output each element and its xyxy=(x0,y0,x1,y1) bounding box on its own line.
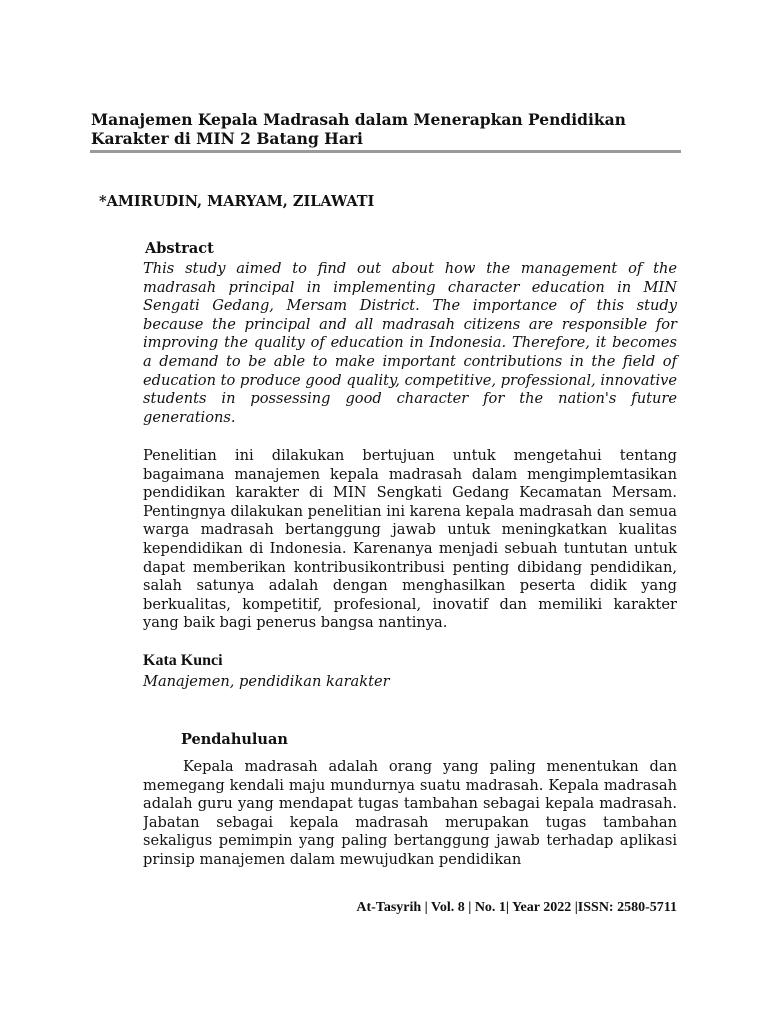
keywords-heading: Kata Kunci xyxy=(143,652,223,669)
abstract-heading: Abstract xyxy=(145,240,214,257)
introduction-text: Kepala madrasah adalah orang yang paling menentukan dan memegang kendali maju mundurnya suatu madrasah. Kepala madrasah adalah guru yang mendapat tugas tambahan sebagai kepala madrasah. Jabatan sebagai kepala madrasah merupakan tugas tambahan sekaligus pemimpin yang paling bertanggung jawab terhadap aplikasi prinsip manajemen dalam mewujudkan pendidikan xyxy=(143,758,677,868)
authors: *AMIRUDIN, MARYAM, ZILAWATI xyxy=(99,193,375,210)
article-title-line-1: Manajemen Kepala Madrasah dalam Menerapkan Pendidikan xyxy=(91,110,626,129)
abstract-english: This study aimed to find out about how the management of the madrasah principal in implementing character education in MIN Sengati Gedang, Mersam District. The importance of this study because the principal and all madrasah citizens are responsible for improving the quality of education in Indonesia. Therefore, it becomes a demand to be able to make important contributions in the field of education to produce good quality, competitive, professional, innovative students in possessing good character for the nation's future generations. xyxy=(143,260,677,426)
article-title-line-2: Karakter di MIN 2 Batang Hari xyxy=(91,129,363,148)
journal-footer: At-Tasyrih | Vol. 8 | No. 1| Year 2022 |ISSN: 2580-5711 xyxy=(356,900,677,915)
keywords-text: Manajemen, pendidikan karakter xyxy=(143,673,390,690)
introduction-heading: Pendahuluan xyxy=(181,731,288,748)
article-title xyxy=(91,110,691,148)
abstract-indonesian: Penelitian ini dilakukan bertujuan untuk mengetahui tentang bagaimana manajemen kepala madrasah dalam mengimplemtasikan pendidikan karakter di MIN Sengkati Gedang Kecamatan Mersam. Pentingnya dilakukan penelitian ini karena kepala madrasah dan semua warga madrasah bertanggung jawab untuk meningkatkan kualitas kependidikan di Indonesia. Karenanya menjadi sebuah tuntutan untuk dapat memberikan kontribusikontribusi penting dibidang pendidikan, salah satunya adalah dengan menghasilkan peserta didik yang berkualitas, kompetitif, profesional, inovatif dan memiliki karakter yang baik bagi penerus bangsa nantinya. xyxy=(143,447,678,632)
title-divider xyxy=(90,150,681,153)
